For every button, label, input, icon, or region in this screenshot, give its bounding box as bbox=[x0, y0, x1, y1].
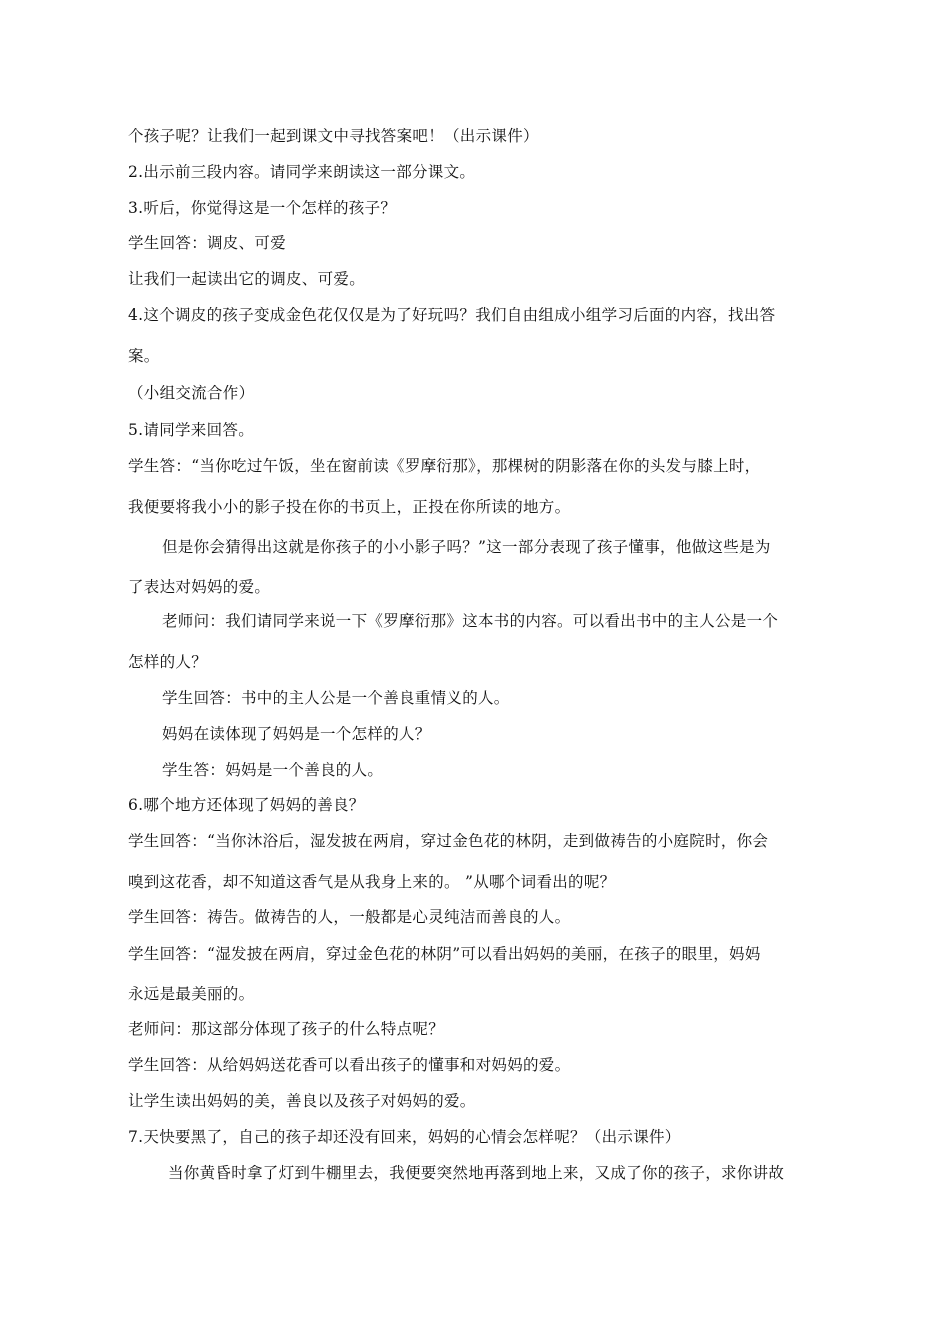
text-line-15: 怎样的人？ bbox=[128, 653, 208, 671]
text-line-12: 但是你会猜得出这就是你孩子的小小影子吗？”这一部分表现了孩子懂事，他做这些是为 bbox=[162, 538, 771, 556]
text-line-5: 让我们一起读出它的调皮、可爱。 bbox=[128, 270, 366, 288]
text-line-14: 老师问：我们请同学来说一下《罗摩衍那》这本书的内容。可以看出书中的主人公是一个 bbox=[162, 612, 779, 630]
text-line-3: 3.听后，你觉得这是一个怎样的孩子？ bbox=[128, 199, 397, 217]
text-line-7: 案。 bbox=[128, 347, 160, 365]
text-line-29: 当你黄昏时拿了灯到牛棚里去，我便要突然地再落到地上来，又成了你的孩子，求你讲故 bbox=[168, 1164, 785, 1182]
text-line-21: 嗅到这花香，却不知道这香气是从我身上来的。 ”从哪个词看出的呢？ bbox=[128, 873, 616, 891]
text-line-27: 让学生读出妈妈的美，善良以及孩子对妈妈的爱。 bbox=[128, 1092, 476, 1110]
text-line-8: （小组交流合作） bbox=[128, 384, 255, 402]
text-line-9: 5.请同学来回答。 bbox=[128, 421, 254, 439]
text-line-20: 学生回答：“当你沐浴后，湿发披在两肩，穿过金色花的林阴，走到做祷告的小庭院时，你会 bbox=[128, 832, 769, 850]
text-line-19: 6.哪个地方还体现了妈妈的善良？ bbox=[128, 796, 365, 814]
text-line-28: 7.天快要黑了，自己的孩子却还没有回来，妈妈的心情会怎样呢？（出示课件） bbox=[128, 1128, 681, 1146]
text-line-2: 2.出示前三段内容。请同学来朗读这一部分课文。 bbox=[128, 163, 476, 181]
text-line-24: 永远是最美丽的。 bbox=[128, 985, 255, 1003]
text-line-16: 学生回答：书中的主人公是一个善良重情义的人。 bbox=[162, 689, 510, 707]
text-line-6: 4.这个调皮的孩子变成金色花仅仅是为了好玩吗？我们自由组成小组学习后面的内容，找出答 bbox=[128, 306, 776, 324]
text-line-18: 学生答：妈妈是一个善良的人。 bbox=[162, 761, 384, 779]
text-line-4: 学生回答：调皮、可爱 bbox=[128, 234, 287, 252]
text-line-26: 学生回答：从给妈妈送花香可以看出孩子的懂事和对妈妈的爱。 bbox=[128, 1056, 571, 1074]
text-line-10: 学生答：“当你吃过午饭，坐在窗前读《罗摩衍那》，那棵树的阴影落在你的头发与膝上时， bbox=[128, 457, 761, 475]
text-line-17: 妈妈在读体现了妈妈是一个怎样的人？ bbox=[162, 725, 431, 743]
text-line-13: 了表达对妈妈的爱。 bbox=[128, 578, 271, 596]
text-line-23: 学生回答：“湿发披在两肩，穿过金色花的林阴”可以看出妈妈的美丽，在孩子的眼里，妈妈 bbox=[128, 945, 761, 963]
text-line-22: 学生回答：祷告。做祷告的人，一般都是心灵纯洁而善良的人。 bbox=[128, 908, 571, 926]
text-line-1: 个孩子呢？让我们一起到课文中寻找答案吧！（出示课件） bbox=[128, 127, 539, 145]
text-line-25: 老师问：那这部分体现了孩子的什么特点呢？ bbox=[128, 1020, 445, 1038]
text-line-11: 我便要将我小小的影子投在你的书页上，正投在你所读的地方。 bbox=[128, 498, 571, 516]
